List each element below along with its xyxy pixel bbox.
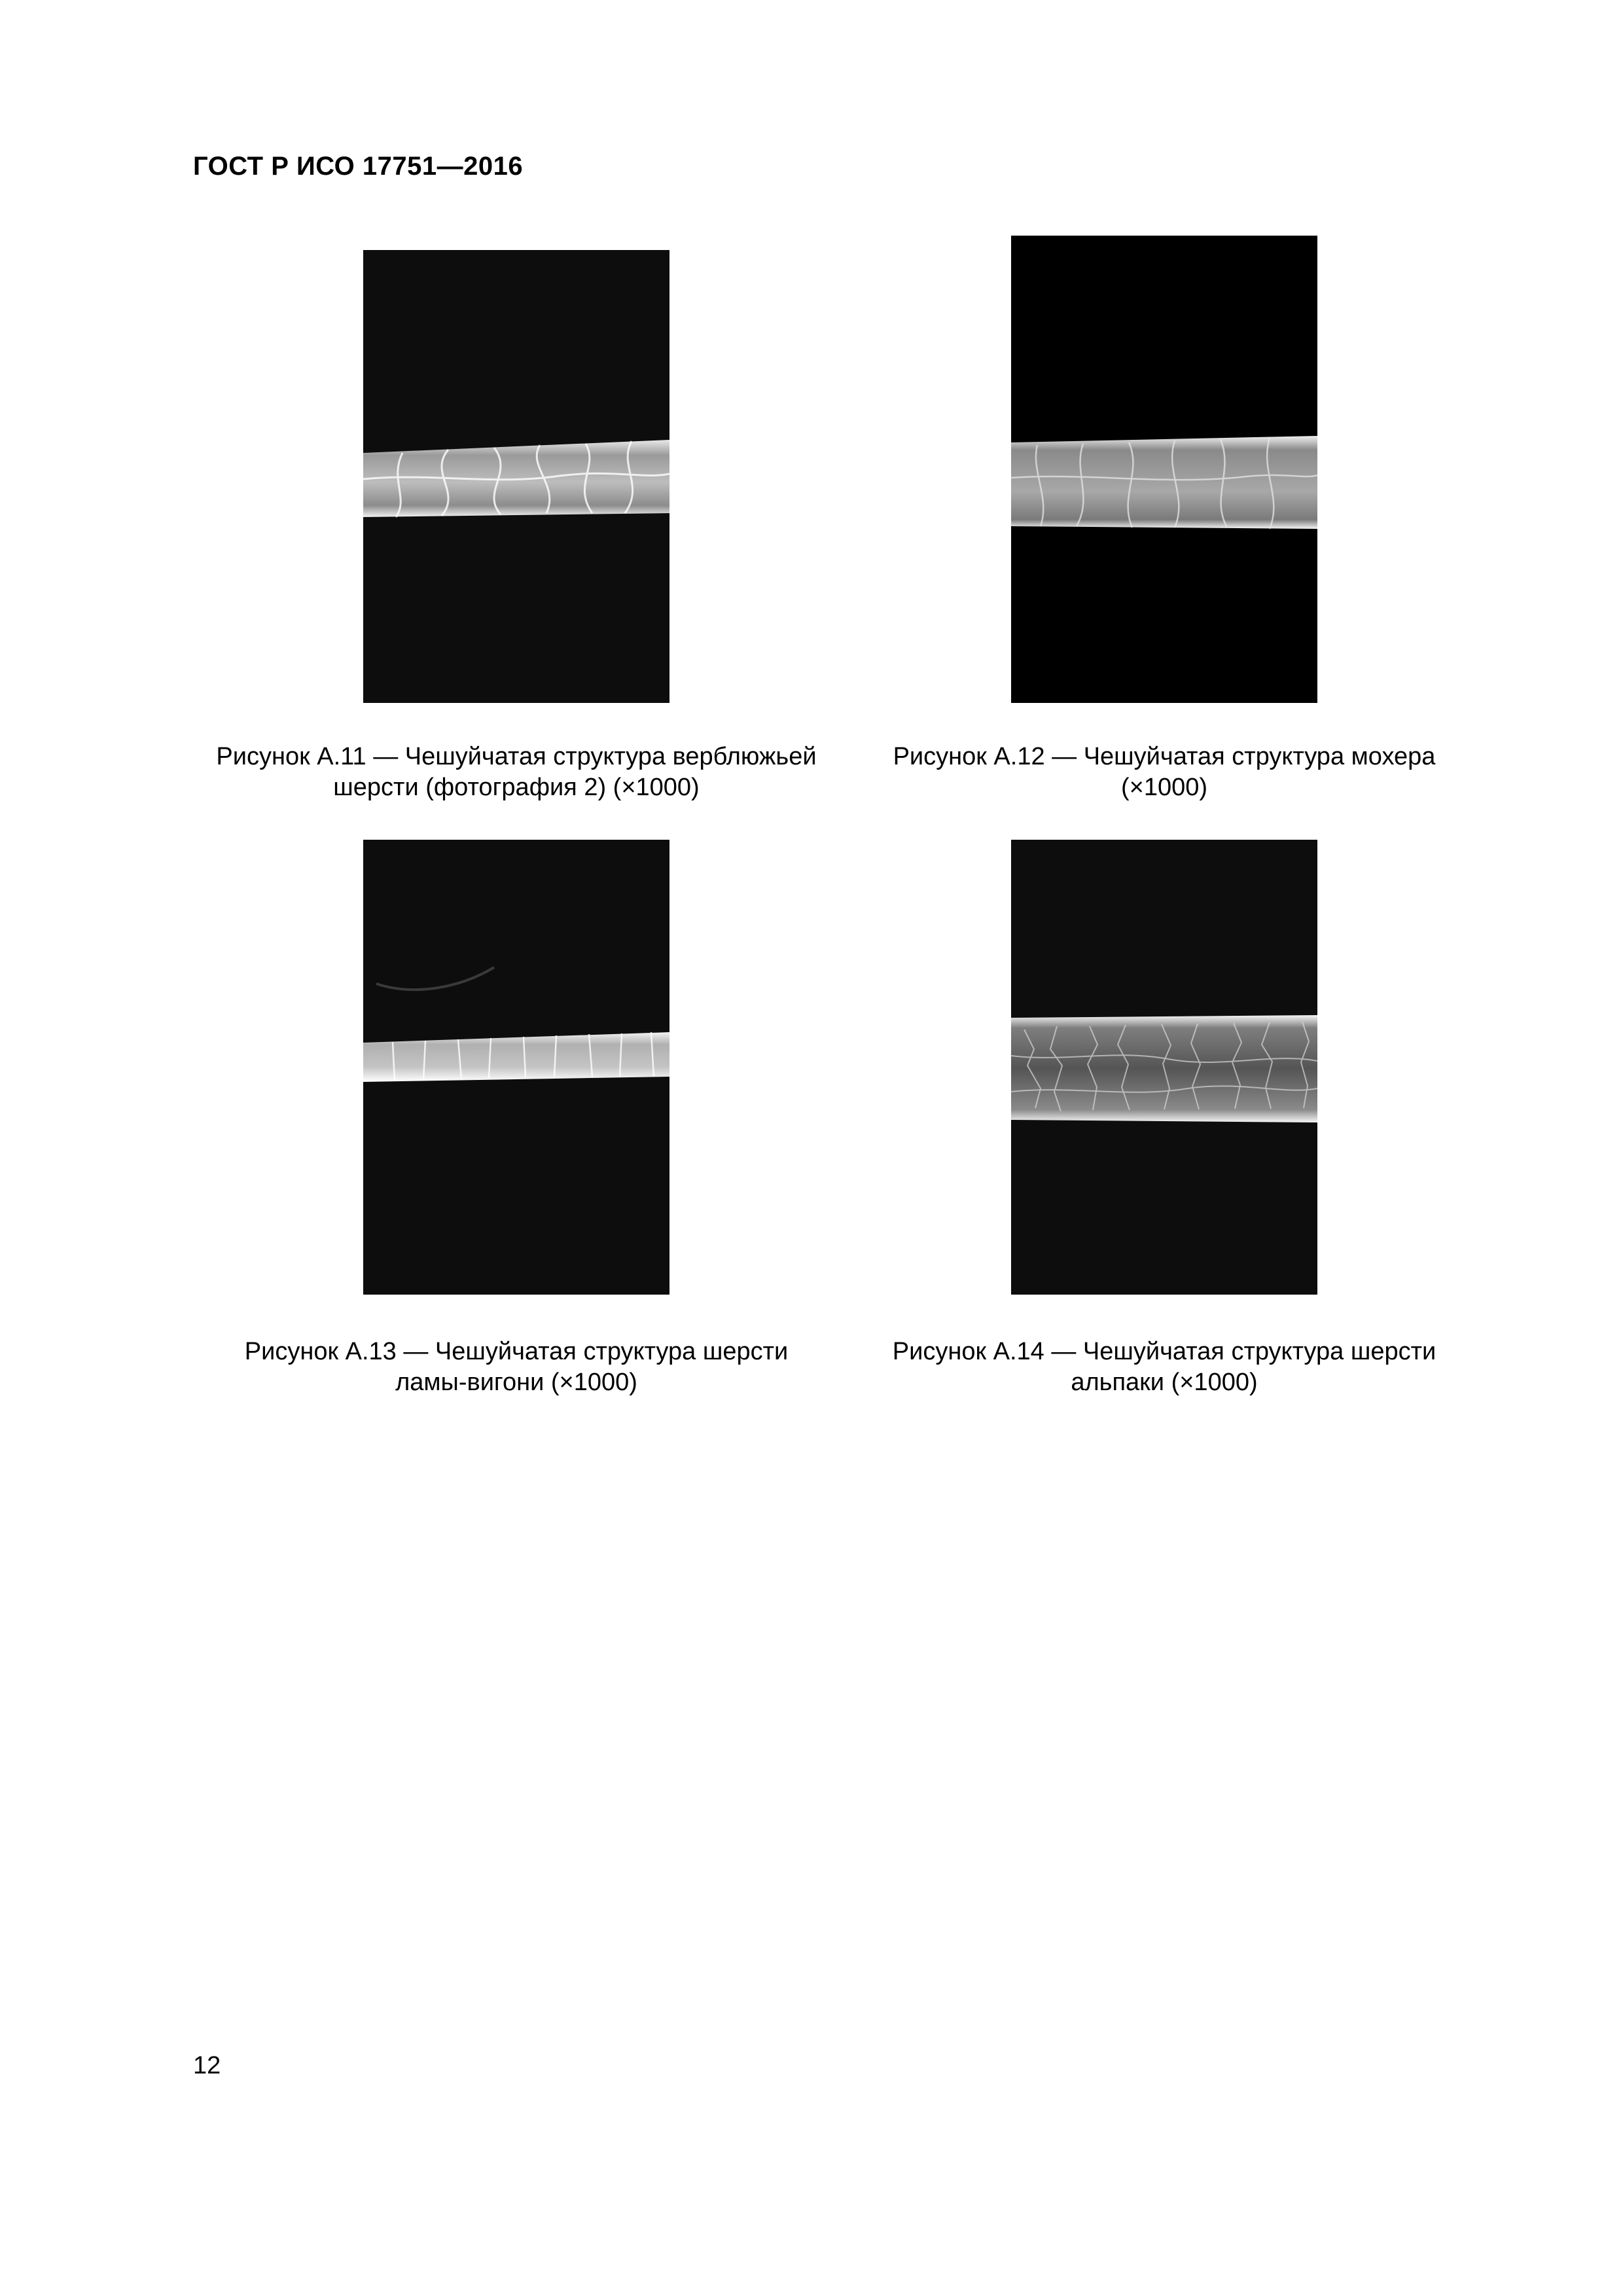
figure-caption-a14: Рисунок А.14 — Чешуйчатая структура шерсти альпаки (×1000) xyxy=(892,1338,1436,1396)
page-number: 12 xyxy=(193,2052,221,2079)
figure-caption-a12: Рисунок А.12 — Чешуйчатая структура мохера (×1000) xyxy=(893,743,1436,801)
micrograph-mohair xyxy=(1011,236,1317,703)
micrograph-camel-wool xyxy=(363,250,669,703)
figure-caption-a11: Рисунок А.11 — Чешуйчатая структура верблюжьей шерсти (фотография 2) (×1000) xyxy=(216,743,817,801)
document-header: ГОСТ Р ИСО 17751—2016 xyxy=(193,152,524,181)
micrograph-llama-vicuna-wool xyxy=(363,840,669,1295)
micrograph-alpaca-wool xyxy=(1011,840,1317,1295)
figure-caption-a13: Рисунок А.13 — Чешуйчатая структура шерсти ламы-вигони (×1000) xyxy=(244,1338,789,1396)
